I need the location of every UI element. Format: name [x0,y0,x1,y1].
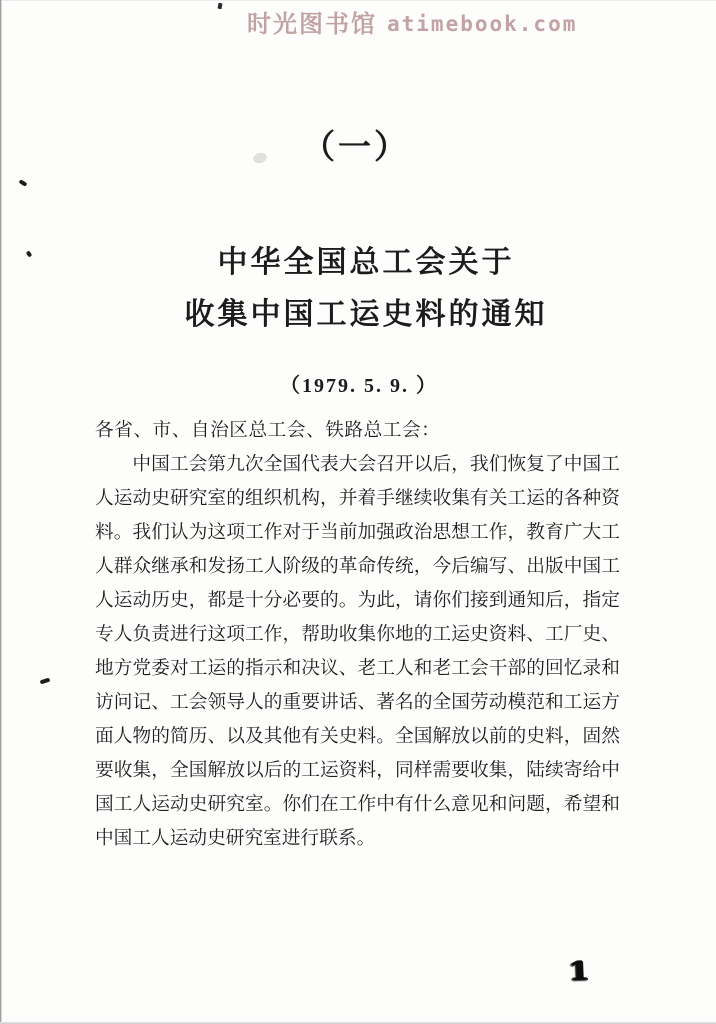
body-line-6: 专人负责进行这项工作，帮助收集你地的工运史资料、工厂史、 [95,624,620,645]
body-line-11: 国工人运动史研究室。你们在工作中有什么意见和问题，希望和 [95,794,620,815]
document-body [95,414,620,856]
body-line-1: 中国工会第九次全国代表大会召开以后，我们恢复了中国工 [132,454,620,475]
watermark-library-name: 时光图书馆 [247,10,377,38]
salutation: 各省、市、自治区总工会、铁路总工会： [95,420,441,441]
scan-mark [19,179,28,187]
body-line-8: 访问记、工会领导人的重要讲话、著名的全国劳动模范和工运方 [95,692,620,713]
page-number: 1 [567,955,591,986]
body-line-3: 料。我们认为这项工作对于当前加强政治思想工作，教育广大工 [95,522,620,543]
body-line-12: 中国工人运动史研究室进行联系。 [95,828,376,849]
body-line-7: 地方党委对工运的指示和决议、老工人和老工会干部的回忆录和 [95,658,620,679]
body-line-2: 人运动史研究室的组织机构，并着手继续收集有关工运的各种资 [95,488,620,509]
watermark-site-url: atimebook.com [387,12,578,36]
document-title-line1: 中华全国总工会关于 [217,246,515,279]
document-date: （1979. 5. 9. ） [280,375,438,397]
body-line-4: 人群众继承和发扬工人阶级的革命传统，今后编写、出版中国工 [95,556,620,577]
document-title-line2: 收集中国工运史料的通知 [184,298,548,331]
scan-edge-top [0,0,716,1]
body-line-10: 要收集，全国解放以后的工运资料，同样需要收集，陆续寄给中 [95,760,620,781]
watermark [247,4,577,39]
ink-speck [218,3,223,10]
scan-mark [40,678,51,685]
body-line-5: 人运动历史，都是十分必要的。为此，请你们接到通知后，指定 [95,590,620,611]
document-title [10,237,716,341]
section-number: （一） [302,130,410,166]
body-line-9: 面人物的简历、以及其他有关史料。全国解放以前的史料，固然 [95,726,620,747]
